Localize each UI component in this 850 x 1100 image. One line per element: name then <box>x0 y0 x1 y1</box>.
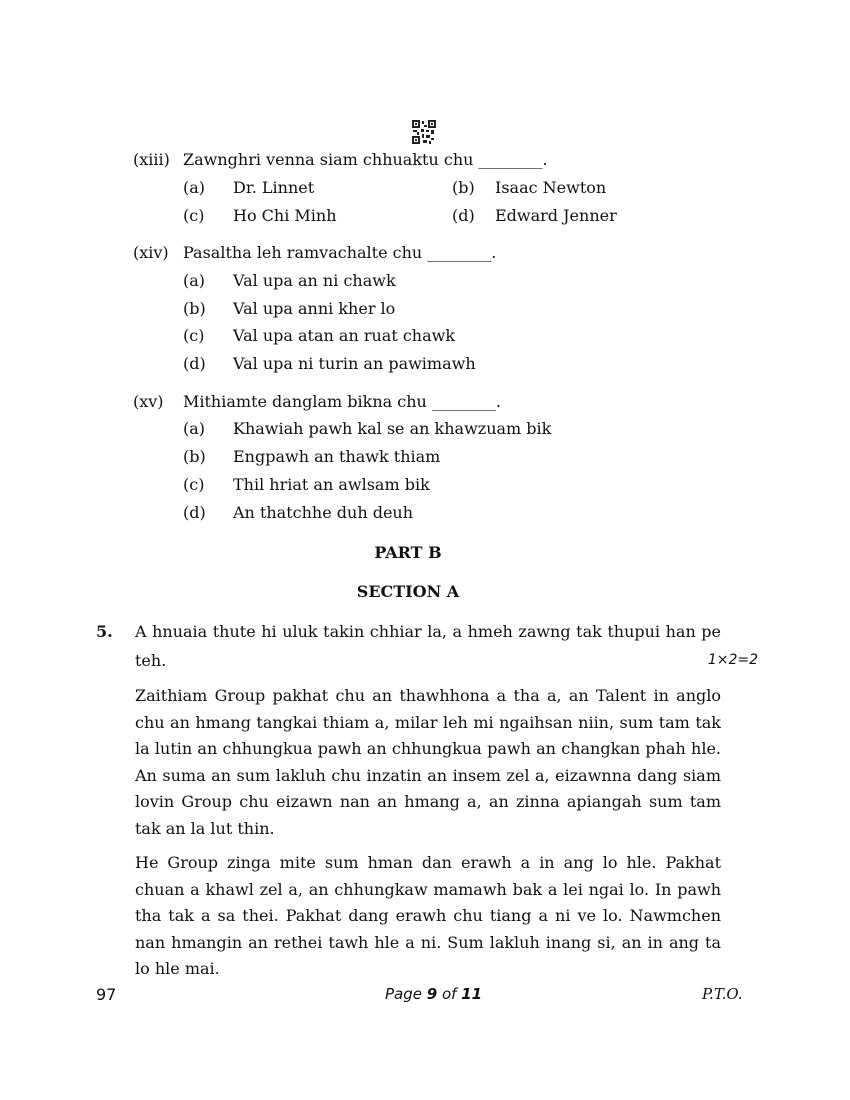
option-label: (c) <box>183 206 205 225</box>
pto-label: P.T.O. <box>702 985 743 1003</box>
passage-paragraph-1: Zaithiam Group pakhat chu an thawhhona a tha a, an Talent in anglo chu an hmang tangkai thiam a, milar leh mi ngaihsan niin, sum tam tak la lutin an chhungkua pawh an chhungkua pawh an changkan phah hle. An suma an sum lakluh chu inzatin an insem zel a, eizawnna dang siam lovin Group chu eizawn nan an hmang a, an zinna apiangah sum tam tak an la lut thin. <box>135 686 721 838</box>
option-text: Val upa an ni chawk <box>233 271 396 290</box>
page-indicator <box>385 985 482 1003</box>
question-13-number: (xiii) <box>133 150 170 169</box>
question-5-text-line1: A hnuaia thute hi uluk takin chhiar la, a hmeh zawng tak thupui han pe <box>135 622 721 641</box>
question-14-number: (xiv) <box>133 243 169 262</box>
option-text: Ho Chi Minh <box>233 206 337 225</box>
option-label: (b) <box>452 178 475 197</box>
option-label: (d) <box>183 354 206 373</box>
option-label: (b) <box>183 299 206 318</box>
option-text: Val upa ni turin an pawimawh <box>233 354 476 373</box>
option-label: (a) <box>183 178 206 197</box>
question-13-text: Zawnghri venna siam chhuaktu chu ________. <box>183 150 548 169</box>
option-text: Thil hriat an awlsam bik <box>233 475 430 494</box>
option-text: An thatchhe duh deuh <box>233 503 414 522</box>
option-text: Edward Jenner <box>495 206 617 225</box>
option-text: Engpawh an thawk thiam <box>233 447 441 466</box>
option-label: (c) <box>183 326 205 345</box>
option-text: Val upa anni kher lo <box>233 299 396 318</box>
option-text: Dr. Linnet <box>233 178 315 197</box>
option-text: Val upa atan an ruat chawk <box>233 326 456 345</box>
question-15-number: (xv) <box>133 392 164 411</box>
section-heading: SECTION A <box>356 582 460 601</box>
question-15-text: Mithiamte danglam bikna chu ________. <box>183 392 502 411</box>
option-label: (b) <box>183 447 206 466</box>
option-label: (d) <box>183 503 206 522</box>
qr-code-icon <box>412 120 436 144</box>
marks-allocation: 1×2=2 <box>707 652 758 668</box>
page-prefix: Page <box>385 985 422 1003</box>
option-text: Isaac Newton <box>495 178 607 197</box>
passage-paragraph-2: He Group zinga mite sum hman dan erawh a in ang lo hle. Pakhat chuan a khawl zel a, an chhungkaw mamawh bak a lei ngai lo. In pawh tha tak a sa thei. Pakhat dang erawh chu tiang a ni ve lo. Nawmchen nan hmangin an rethei tawh hle a ni. Sum lakluh inang si, an in ang ta lo hle mai. <box>135 853 721 978</box>
question-5-text-line2: teh. <box>135 651 167 670</box>
option-label: (a) <box>183 419 206 438</box>
page-total: 11 <box>461 985 483 1003</box>
question-5-number: 5. <box>96 622 113 641</box>
page-of: of <box>442 985 457 1003</box>
question-14-text: Pasaltha leh ramvachalte chu ________. <box>183 243 497 262</box>
option-label: (a) <box>183 271 206 290</box>
option-label: (d) <box>452 206 475 225</box>
option-text: Khawiah pawh kal se an khawzuam bik <box>233 419 552 438</box>
paper-code: 97 <box>96 985 117 1004</box>
part-heading: PART B <box>374 543 442 562</box>
option-label: (c) <box>183 475 205 494</box>
page-number: 9 <box>426 985 438 1003</box>
